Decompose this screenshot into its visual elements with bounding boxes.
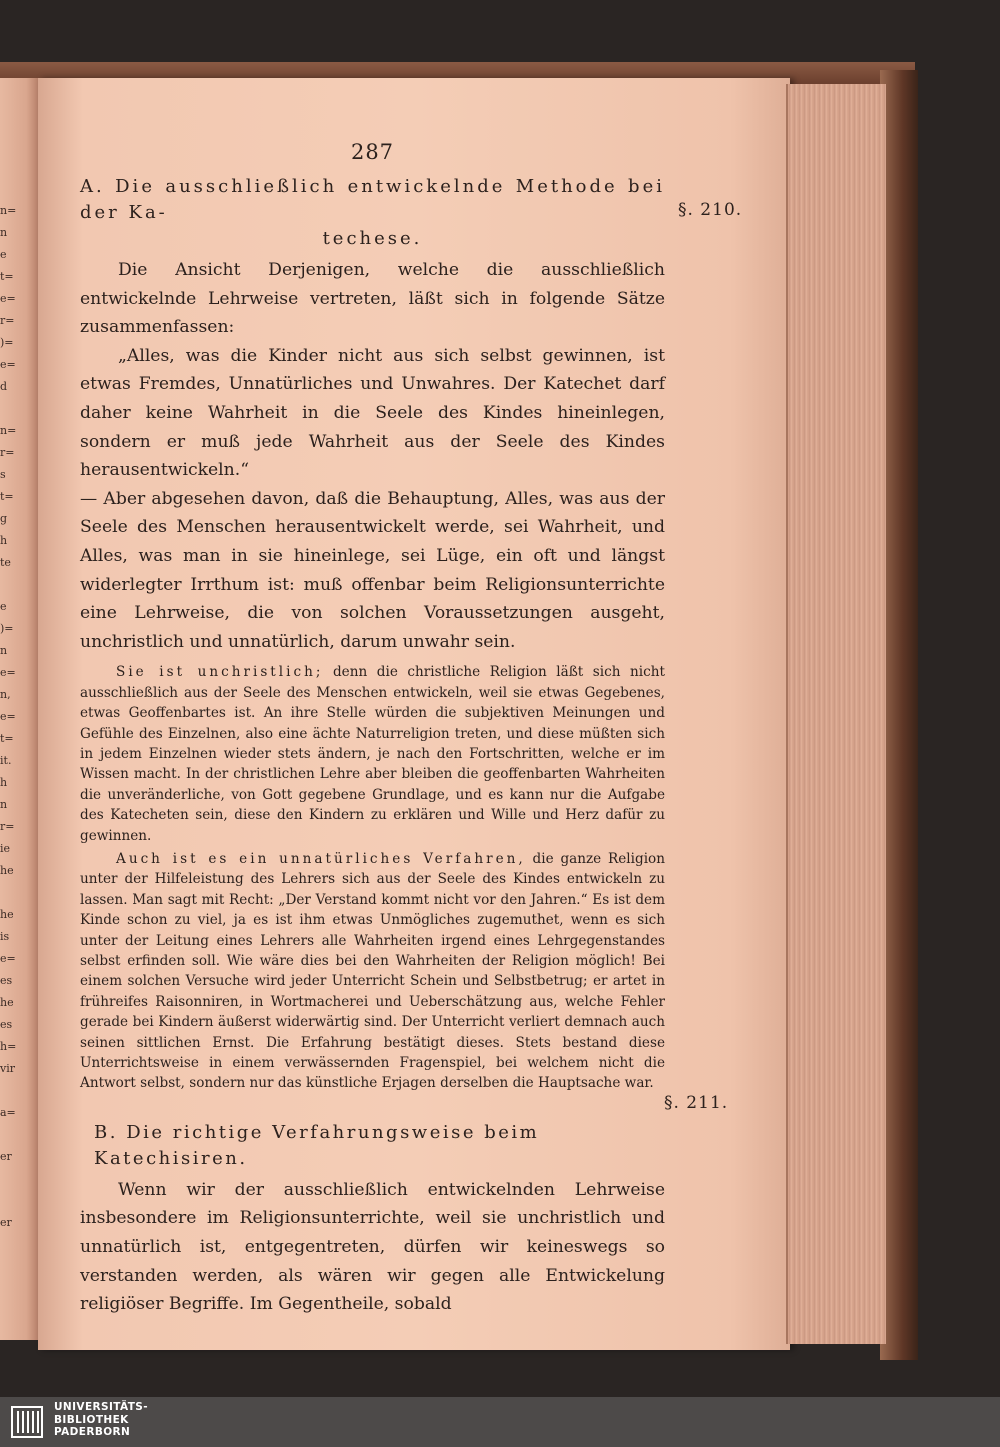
section-b-title: Die richtige Verfahrungsweise beim Katechisiren. [94, 1121, 540, 1169]
left-page-fragment [0, 574, 14, 596]
left-page-fragment: is [0, 930, 10, 943]
left-page-fragment: vir [0, 1062, 15, 1075]
left-page-fragment: es [0, 1018, 13, 1031]
left-page-fragment: h [0, 776, 8, 789]
library-logo-line2: BIBLIOTHEK [54, 1413, 129, 1426]
library-logo-line1: UNIVERSITÄTS- [54, 1401, 149, 1413]
section-a-label: A. [80, 176, 105, 197]
left-page-fragment: he [0, 996, 14, 1009]
small-paragraph-1 [80, 662, 665, 846]
left-page-fragment: it. [0, 754, 12, 767]
library-logo-text [54, 1401, 148, 1439]
library-footer-bar [0, 1397, 1000, 1447]
main-paragraph-3: — Aber abgesehen davon, daß die Behauptung, Alles, was aus der Seele des Menschen herausentwickelt werde, sei Wahrheit, und Alles, was man in sie hineinlege, sei Lüge, ein oft und längst widerlegter Irrthum ist: muß offenbar beim Religionsunterrichte eine Lehrweise, die von solchen Voraussetzungen ausgeht, unchristlich und unnatürlich, darum unwahr sein. [80, 488, 665, 652]
left-page-fragment: er [0, 1216, 12, 1229]
left-page-fragment: e= [0, 292, 16, 305]
left-page-fragment: s [0, 468, 6, 481]
left-page-fragment: es [0, 974, 13, 987]
left-page-fragment: he [0, 864, 14, 877]
page-text-block [80, 140, 665, 1319]
section-a-heading [80, 174, 665, 252]
small-paragraph-2 [80, 849, 665, 1094]
section-a-title-line2: techese. [322, 228, 423, 249]
section-a-small-text [80, 662, 665, 1094]
left-page-fragment: r= [0, 314, 15, 327]
left-page-fragment: e= [0, 952, 16, 965]
left-page-fragment: )= [0, 336, 14, 349]
left-page-fragment: t= [0, 490, 14, 503]
section-b-paragraph: Wenn wir der ausschließlich entwickelnden Lehrweise insbesondere im Religionsunterrichte, weil sie unchristlich und unnatürlich ist, entgegentreten, dürfen wir keineswegs so verstanden werden, als wären wir gegen alle Entwickelung religiöser Begriffe. Im Gegentheile, sobald [80, 1179, 665, 1315]
left-page-fragment: e [0, 600, 7, 613]
left-page-fragment: t= [0, 732, 14, 745]
library-logo-icon [10, 1405, 44, 1439]
left-page-fragment [0, 1190, 14, 1212]
left-page-fragment [0, 1124, 14, 1146]
left-page-fragment: e= [0, 666, 16, 679]
section-b-number: §. 211. [664, 1093, 729, 1113]
main-paragraph-1: Die Ansicht Derjenigen, welche die ausschließlich entwickelnde Lehrweise vertreten, läßt sich in folgende Sätze zusammenfassen: [80, 260, 665, 338]
left-page-fragment [0, 398, 14, 420]
main-paragraph-2: „Alles, was die Kinder nicht aus sich selbst gewinnen, ist etwas Fremdes, Unnatürliches und Unwahres. Der Katechet darf daher keine Wahrheit in die Seele des Kindes hineinlegen, sondern er muß jede Wahrheit aus der Seele des Kindes herausentwickeln.“ [80, 345, 665, 481]
left-page-fragment [0, 1080, 14, 1102]
library-logo-line3: PADERBORN [54, 1426, 131, 1438]
left-page-fragment: h [0, 534, 8, 547]
section-a-number: §. 210. [678, 200, 743, 220]
left-page-fragment: n, [0, 688, 11, 701]
left-page-fragment: e= [0, 358, 16, 371]
left-page-fragment: n= [0, 204, 17, 217]
small-paragraph-2-text: die ganze Religion unter der Hilfeleistung des Lehrers sich aus der Seele des Kindes entwickeln zu lassen. Man sagt mit Recht: „Der Verstand kommt nicht vor den Jahren.“ Es ist dem Kinde schon zu viel, ja es ist ihm etwas Unmögliches zugemuthet, wenn es sich unter der Leitung eines Lehrers alle Wahrheiten irgend eines Lehrgegenstandes selbst erfinden soll. Wie wäre dies bei den Wahrheiten der Religion möglich! Bei einem solchen Versuche wird jeder Unterricht Schein und Selbstbetrug; er artet in frühreifes Raisonniren, in Wortmacherei und Ueberschätzung aus, welche Fehler gerade bei Kindern äußerst widerwärtig sind. Der Unterricht verliert demnach auch seinen sittlichen Ernst. Die Erfahrung bestätigt dieses. Stets bestand diese Unterrichtsweise in einem verwässernden Fragenspiel, bei welchem nicht die Antwort selbst, sondern nur das künstliche Erjagen derselben die Hauptsache war. [80, 850, 665, 1092]
left-page-fragment [0, 1168, 14, 1190]
page-number: 287 [350, 140, 395, 164]
left-page-text-fragments [0, 200, 17, 1234]
left-page-fragment: g [0, 512, 8, 525]
left-page-fragment: r= [0, 446, 15, 459]
left-page-fragment: er [0, 1150, 12, 1163]
left-page-fragment: e= [0, 710, 16, 723]
left-page-fragment: n [0, 644, 8, 657]
left-page-fragment [0, 882, 14, 904]
section-b-heading [94, 1120, 665, 1172]
small-paragraph-2-lead: Auch ist es ein unnatürliches Verfahren, [116, 850, 526, 867]
left-page-fragment: te [0, 556, 11, 569]
page-edges [786, 84, 886, 1344]
left-page-fragment: )= [0, 622, 14, 635]
section-a-title-line1: Die ausschließlich entwickelnde Methode bei der Ka- [80, 176, 665, 223]
left-page-fragment: r= [0, 820, 15, 833]
left-page-fragment: t= [0, 270, 14, 283]
section-b-label: B. [94, 1121, 118, 1143]
left-page-fragment: n [0, 798, 8, 811]
left-page-fragment: e [0, 248, 7, 261]
small-paragraph-1-lead: Sie ist unchristlich; [116, 664, 324, 681]
section-b-main-text [80, 1176, 665, 1319]
small-paragraph-1-text: denn die christliche Religion läßt sich nicht ausschließlich aus der Seele des Menschen entwickeln, weil sie etwas Gegebenes, etwas Geoffenbartes ist. An ihre Stelle würden die subjektiven Meinungen und Gefühle des Einzelnen, also eine ächte Naturreligion treten, und diese müßten sich in jedem Einzelnen wieder stets ändern, je nach den Fortschritten, welche er im Wissen macht. In der christlichen Lehre aber bleiben die geoffenbarten Wahrheiten die unveränderliche, von Gott gegebene Grundlage, und es kann nur die Aufgabe des Katecheten sein, diese den Kindern zu erklären und Wille und Herz dafür zu gewinnen. [80, 664, 665, 844]
section-a-main-text [80, 256, 665, 656]
left-page-fragment: h= [0, 1040, 17, 1053]
left-page-fragment: d [0, 380, 8, 393]
left-page-fragment: ie [0, 842, 11, 855]
left-page-fragment: n= [0, 424, 17, 437]
left-page-fragment: a= [0, 1106, 16, 1119]
left-page-fragment: he [0, 908, 14, 921]
left-page-fragment: n [0, 226, 8, 239]
